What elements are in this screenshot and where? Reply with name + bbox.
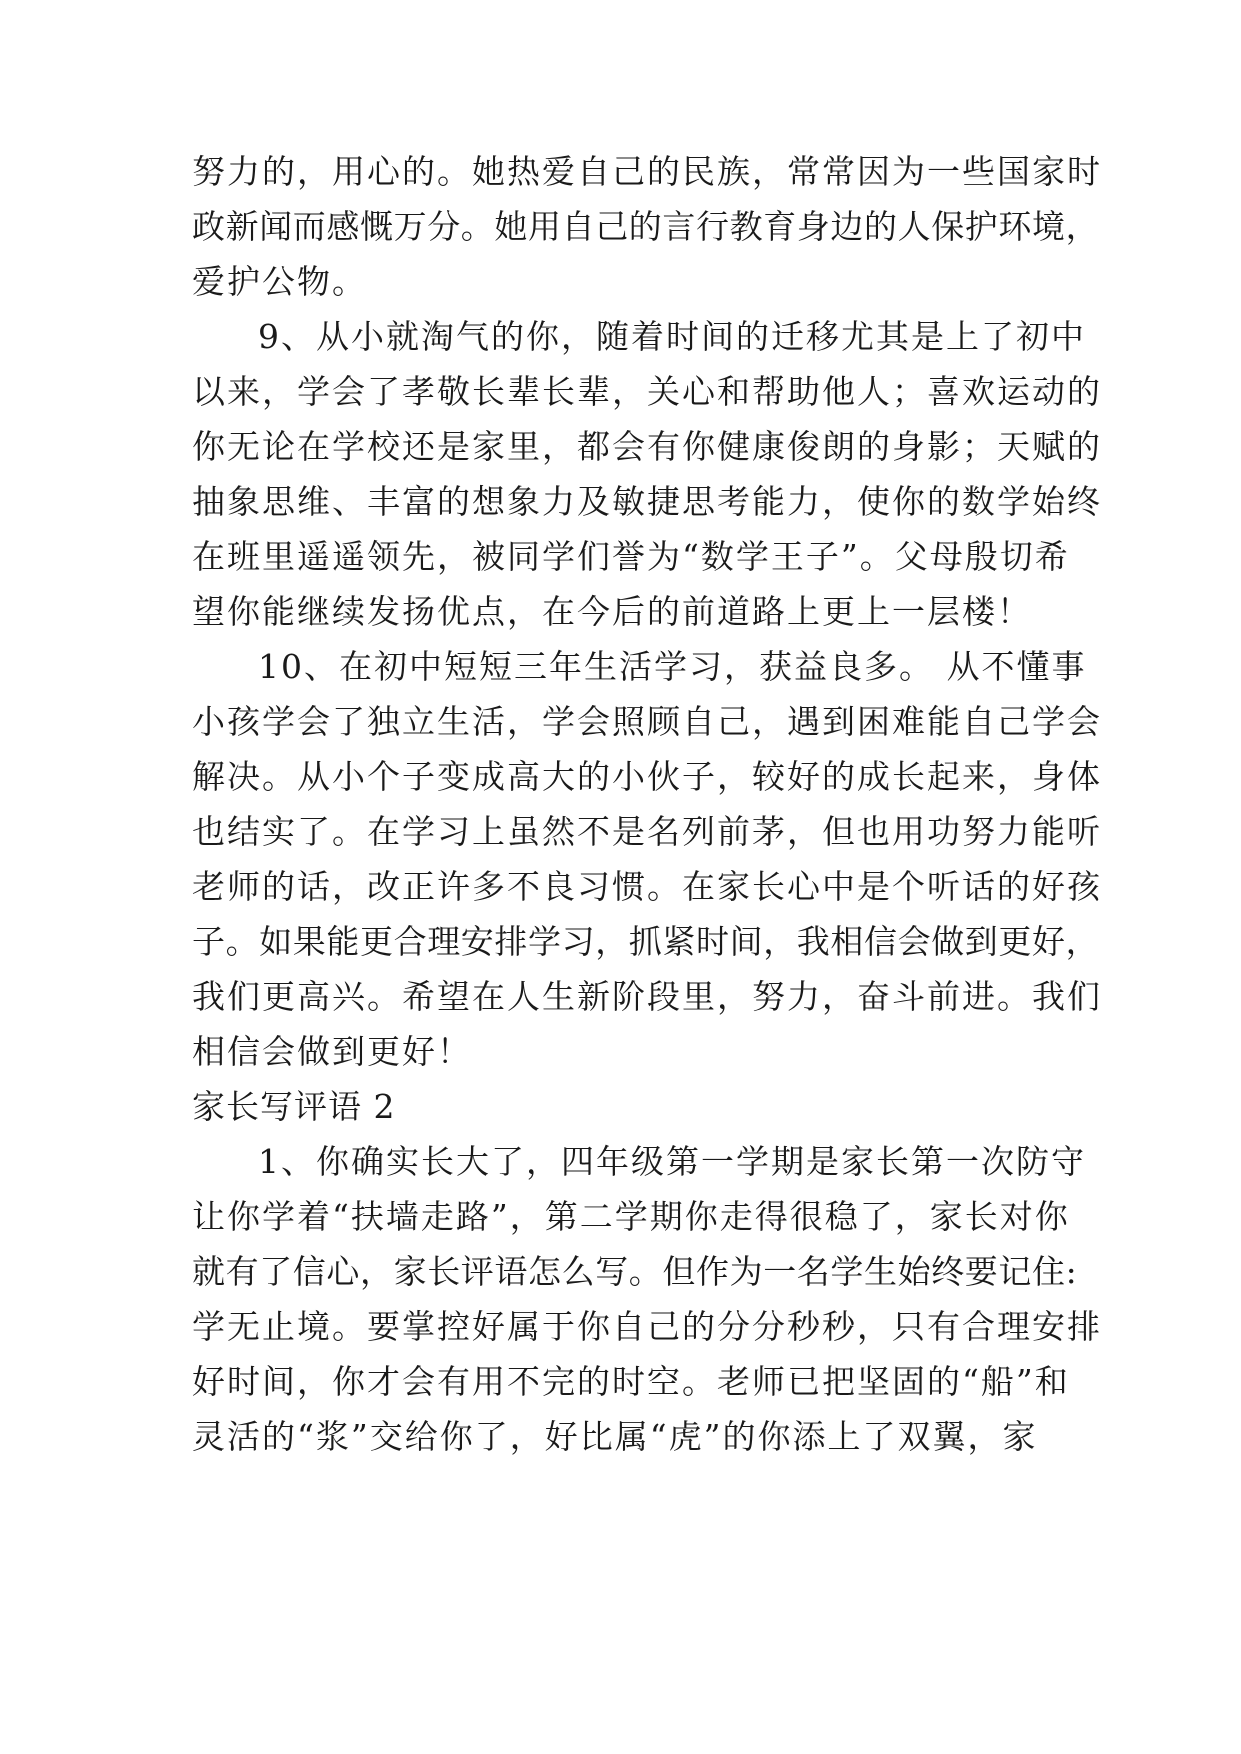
paragraph-line: 解决。从小个子变成高大的小伙子，较好的成长起来，身体 <box>192 757 1102 796</box>
paragraph-line-10: 10、在初中短短三年生活学习，获益良多。 从不懂事 <box>258 647 1087 686</box>
paragraph-line: 子。如果能更合理安排学习，抓紧时间，我相信会做到更好， <box>192 922 1100 961</box>
paragraph-line: 相信会做到更好！ <box>192 1032 472 1071</box>
paragraph-line: 你无论在学校还是家里，都会有你健康俊朗的身影；天赋的 <box>192 427 1102 466</box>
section-heading: 家长写评语 2 <box>192 1087 396 1126</box>
paragraph-line: 老师的话，改正许多不良习惯。在家长心中是个听话的好孩 <box>192 867 1102 906</box>
paragraph-line: 望你能继续发扬优点，在今后的前道路上更上一层楼！ <box>192 592 1032 631</box>
paragraph-line: 学无止境。要掌控好属于你自己的分分秒秒，只有合理安排 <box>192 1307 1102 1346</box>
paragraph-line-9: 9、从小就淘气的你，随着时间的迁移尤其是上了初中 <box>258 317 1086 356</box>
paragraph-line: 抽象思维、丰富的想象力及敏捷思考能力，使你的数学始终 <box>192 482 1102 521</box>
paragraph-line: 在班里遥遥领先，被同学们誉为“数学王子”。父母殷切希 <box>192 537 1070 576</box>
paragraph-line: 小孩学会了独立生活，学会照顾自己，遇到困难能自己学会 <box>192 702 1102 741</box>
paragraph-line: 我们更高兴。希望在人生新阶段里，努力，奋斗前进。我们 <box>192 977 1102 1016</box>
paragraph-line: 好时间，你才会有用不完的时空。老师已把坚固的“船”和 <box>192 1362 1070 1401</box>
paragraph-line: 努力的，用心的。她热爱自己的民族，常常因为一些国家时 <box>192 152 1102 191</box>
paragraph-line-1: 1、你确实长大了，四年级第一学期是家长第一次防守 <box>258 1142 1086 1181</box>
paragraph-line: 让你学着“扶墙走路”，第二学期你走得很稳了，家长对你 <box>192 1197 1070 1236</box>
paragraph-line: 爱护公物。 <box>192 262 367 301</box>
paragraph-line: 也结实了。在学习上虽然不是名列前茅，但也用功努力能听 <box>192 812 1102 851</box>
paragraph-line: 政新闻而感慨万分。她用自己的言行教育身边的人保护环境， <box>192 207 1100 246</box>
paragraph-line: 以来，学会了孝敬长辈长辈，关心和帮助他人；喜欢运动的 <box>192 372 1102 411</box>
paragraph-line: 灵活的“浆”交给你了，好比属“虎”的你添上了双翼，家 <box>192 1417 1038 1456</box>
paragraph-line: 就有了信心，家长评语怎么写。但作为一名学生始终要记住: <box>192 1252 1078 1291</box>
